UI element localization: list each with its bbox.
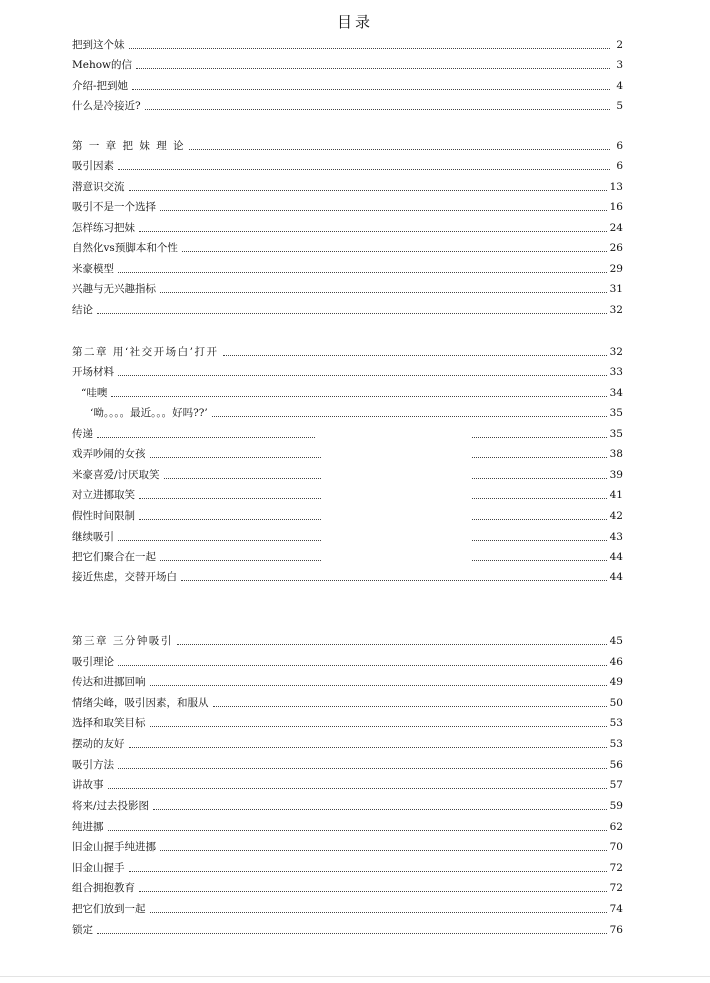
dot-leader — [160, 850, 607, 851]
toc-entry-page: 13 — [609, 181, 623, 193]
toc-entry-page: 44 — [609, 551, 623, 563]
dot-leader — [150, 726, 607, 727]
toc-entry-page: 56 — [609, 759, 623, 771]
toc-entry-label: 怎样练习把妹 — [72, 222, 135, 234]
toc-entry-page: 74 — [609, 903, 623, 915]
toc-entry-label: “哇噢 — [81, 387, 108, 399]
toc-entry-label: 接近焦虑，交替开场白 — [72, 571, 177, 583]
toc-entry-page: 2 — [616, 39, 623, 51]
dot-leader — [97, 933, 607, 934]
toc-entry-label: 米豪喜爱/讨厌取笑 — [72, 469, 160, 481]
dot-leader — [118, 375, 607, 376]
toc-chapter-heading[interactable] — [72, 632, 623, 648]
toc-chapter-heading[interactable] — [72, 343, 623, 359]
toc-entry-page: 16 — [609, 201, 623, 213]
toc-entry-label: 米豪模型 — [72, 263, 114, 275]
toc-entry-page: 49 — [609, 676, 623, 688]
dot-leader — [108, 830, 607, 831]
dot-leader — [145, 109, 610, 110]
toc-entry[interactable] — [72, 36, 623, 52]
toc-entry[interactable] — [72, 859, 623, 875]
toc-entry-label: 纯进挪 — [72, 821, 104, 833]
toc-entry-label: 第三章 三分钟吸引 — [72, 635, 173, 647]
dot-leader — [139, 231, 607, 232]
toc-entry[interactable] — [72, 756, 623, 772]
toc-entry-label: 假性时间限制 — [72, 510, 135, 522]
toc-entry[interactable] — [72, 178, 623, 194]
toc-entry-label: 吸引方法 — [72, 759, 114, 771]
scan-gap — [322, 430, 472, 566]
dot-leader — [139, 891, 607, 892]
toc-entry[interactable] — [72, 694, 623, 710]
toc-entry-label: 潜意识交流 — [72, 181, 125, 193]
toc-entry[interactable] — [72, 653, 623, 669]
dot-leader — [111, 396, 606, 397]
toc-entry[interactable] — [72, 239, 623, 255]
toc-subentry[interactable] — [90, 404, 623, 420]
toc-entry-label: Mehow的信 — [72, 59, 133, 71]
dot-leader — [129, 747, 607, 748]
toc-entry-label: 第二章 用‘社交开场白’打开 — [72, 346, 219, 358]
dot-leader — [129, 48, 611, 49]
toc-title: 目录 — [336, 13, 373, 31]
toc-entry-page: 6 — [616, 160, 623, 172]
toc-entry-page: 33 — [609, 366, 623, 378]
toc-entry[interactable] — [72, 673, 623, 689]
toc-entry-label: 结论 — [72, 304, 93, 316]
toc-entry-label: 旧金山握手 — [72, 862, 125, 874]
toc-entry-page: 34 — [609, 387, 623, 399]
dot-leader — [181, 580, 607, 581]
dot-leader — [118, 768, 607, 769]
toc-entry-label: 传递 — [72, 428, 93, 440]
toc-entry-page: 39 — [609, 469, 623, 481]
toc-entry-label: 摆动的友好 — [72, 738, 125, 750]
dot-leader — [150, 912, 607, 913]
toc-entry[interactable] — [72, 363, 623, 379]
dot-leader — [150, 685, 607, 686]
toc-entry-page: 31 — [609, 283, 623, 295]
toc-entry-label: 吸引理论 — [72, 656, 114, 668]
toc-entry-label: 对立进挪取笑 — [72, 489, 135, 501]
toc-entry-page: 4 — [616, 80, 623, 92]
toc-entry-page: 3 — [616, 59, 623, 71]
toc-entry-label: 旧金山握手纯进挪 — [72, 841, 156, 853]
toc-entry[interactable] — [72, 714, 623, 730]
toc-entry-page: 53 — [609, 717, 623, 729]
toc-entry-label: 第 一 章 把 妹 理 论 — [72, 140, 186, 152]
toc-entry-page: 35 — [609, 428, 623, 440]
toc-entry-label: 把到这个妹 — [72, 39, 125, 51]
page-edge-divider — [0, 976, 710, 977]
dot-leader — [160, 210, 607, 211]
toc-entry[interactable] — [72, 260, 623, 276]
toc-entry-page: 59 — [609, 800, 623, 812]
toc-entry-label: 吸引因素 — [72, 160, 114, 172]
toc-entry-label: 锁定 — [72, 924, 93, 936]
dot-leader — [118, 665, 607, 666]
toc-entry-page: 32 — [609, 304, 623, 316]
toc-entry-label: 把它们放到一起 — [72, 903, 146, 915]
toc-entry-page: 57 — [609, 779, 623, 791]
toc-entry-page: 6 — [616, 140, 623, 152]
toc-entry-label: 戏弄吵闹的女孩 — [72, 448, 146, 460]
toc-entry-label: 把它们聚合在一起 — [72, 551, 156, 563]
toc-entry-label: 情绪尖峰，吸引因素，和服从 — [72, 697, 209, 709]
toc-entry[interactable] — [72, 301, 623, 317]
dot-leader — [189, 149, 610, 150]
toc-entry-page: 41 — [609, 489, 623, 501]
toc-entry[interactable] — [72, 797, 623, 813]
toc-entry-page: 35 — [609, 407, 623, 419]
dot-leader — [118, 169, 610, 170]
toc-entry[interactable] — [72, 776, 623, 792]
toc-entry-label: 选择和取笑目标 — [72, 717, 146, 729]
toc-subentry[interactable] — [81, 384, 623, 400]
toc-entry-label: 开场材料 — [72, 366, 114, 378]
toc-entry-label: 组合拥抱教育 — [72, 882, 135, 894]
toc-entry-page: 62 — [609, 821, 623, 833]
toc-entry-page: 53 — [609, 738, 623, 750]
dot-leader — [136, 68, 610, 69]
toc-entry-page: 72 — [609, 882, 623, 894]
toc-entry[interactable] — [72, 219, 623, 235]
dot-leader — [132, 89, 610, 90]
dot-leader — [177, 644, 607, 645]
toc-entry-label: 兴趣与无兴趣指标 — [72, 283, 156, 295]
toc-entry-page: 24 — [609, 222, 623, 234]
toc-entry-label: 传达和进挪回响 — [72, 676, 146, 688]
toc-entry-label: 吸引不是一个选择 — [72, 201, 156, 213]
dot-leader — [108, 788, 607, 789]
toc-entry-page: 29 — [609, 263, 623, 275]
toc-entry[interactable] — [72, 157, 623, 173]
toc-entry[interactable] — [72, 879, 623, 895]
toc-entry-label: 讲故事 — [72, 779, 104, 791]
toc-entry-page: 45 — [609, 635, 623, 647]
toc-entry-page: 42 — [609, 510, 623, 522]
toc-entry-page: 72 — [609, 862, 623, 874]
toc-entry[interactable] — [72, 838, 623, 854]
toc-entry[interactable] — [72, 735, 623, 751]
toc-entry[interactable] — [72, 97, 623, 113]
toc-entry-page: 32 — [609, 346, 623, 358]
dot-leader — [129, 190, 607, 191]
toc-entry[interactable] — [72, 56, 623, 72]
toc-entry[interactable] — [72, 198, 623, 214]
dot-leader — [213, 706, 607, 707]
dot-leader — [160, 292, 607, 293]
toc-entry-page: 46 — [609, 656, 623, 668]
dot-leader — [212, 416, 607, 417]
toc-entry-page: 50 — [609, 697, 623, 709]
toc-entry-label: 继续吸引 — [72, 531, 114, 543]
toc-entry-page: 5 — [616, 100, 623, 112]
toc-entry-page: 76 — [609, 924, 623, 936]
toc-chapter-heading[interactable] — [72, 137, 623, 153]
toc-entry-page: 43 — [609, 531, 623, 543]
toc-entry-label: 自然化vs预脚本和个性 — [72, 242, 178, 254]
toc-entry-page: 38 — [609, 448, 623, 460]
toc-entry[interactable] — [72, 280, 623, 296]
dot-leader — [118, 272, 607, 273]
toc-entry[interactable] — [72, 921, 623, 937]
toc-entry-page: 44 — [609, 571, 623, 583]
toc-entry-label: 介绍-把到她 — [72, 80, 129, 92]
toc-entry[interactable] — [72, 818, 623, 834]
toc-entry-page: 26 — [609, 242, 623, 254]
dot-leader — [129, 871, 607, 872]
toc-entry-label: 将来/过去投影图 — [72, 800, 150, 812]
dot-leader — [182, 251, 607, 252]
toc-entry-label: ‘呦。。。。最近。。。好吗??’ — [90, 407, 208, 419]
toc-entry[interactable] — [72, 77, 623, 93]
toc-entry-label: 什么是冷接近? — [72, 100, 141, 112]
toc-entry[interactable] — [72, 568, 623, 584]
toc-entry[interactable] — [72, 900, 623, 916]
dot-leader — [97, 313, 607, 314]
dot-leader — [153, 809, 607, 810]
dot-leader — [223, 355, 607, 356]
toc-entry-page: 70 — [609, 841, 623, 853]
